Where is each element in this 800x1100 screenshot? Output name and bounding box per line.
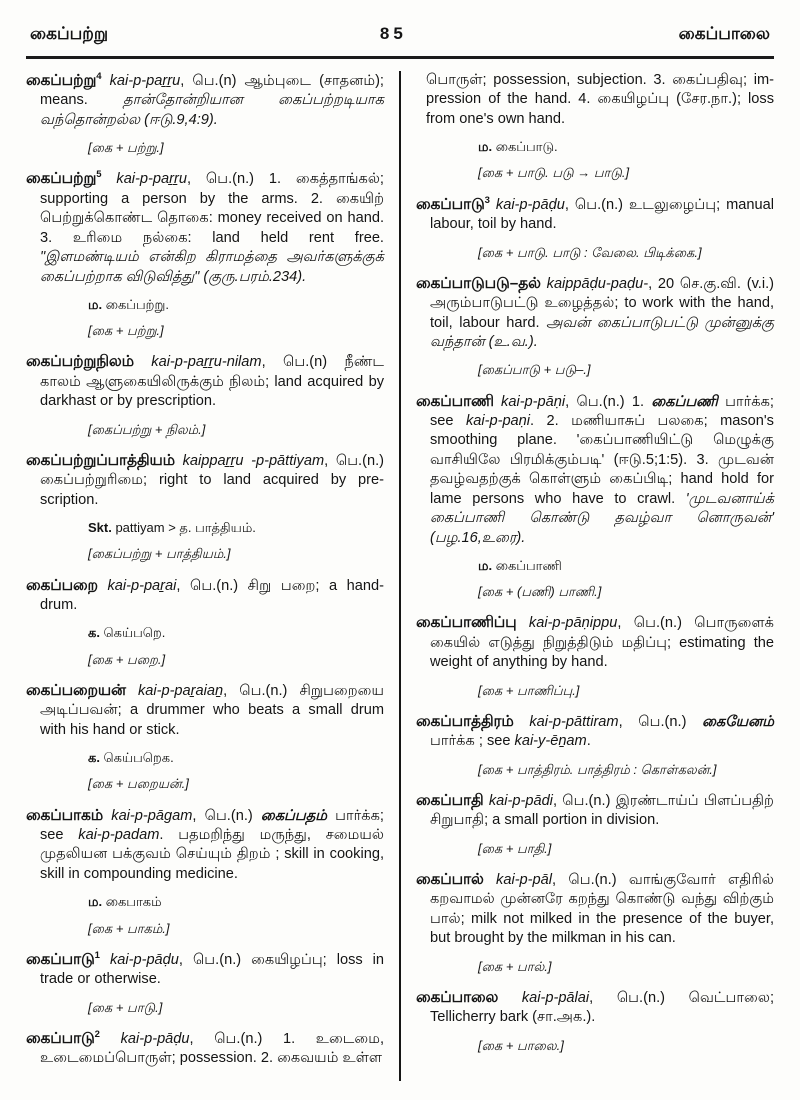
cognate-note: ம. கைப்பாடு.	[478, 139, 558, 155]
definition-text: கைப்பற்றுநிலம் kai-p-paṟṟu-nilam, பெ.(n) நீண்ட காலம் ஆளுகையிலிருக்கும் நிலம்; land acquired by darkhast or by prescription.	[26, 353, 384, 410]
definition-text: கைப்பாடு$^3$ kai-p-pāḍu, பெ.(n.) உடலுழைப்பு; manual labour, toil by hand.	[416, 194, 774, 233]
dictionary-entry	[416, 791, 774, 857]
cross-reference-headword: கையேனம்	[702, 713, 774, 730]
label: ம.	[478, 557, 493, 573]
definition-text: கைப்பறை kai-p-paṟai, பெ.(n.) சிறு பறை; a hand-drum.	[26, 576, 384, 613]
etymology: [கை + (பணி) பாணி.]	[478, 584, 602, 600]
transliteration-or-quote: kai-p-paṟṟu	[109, 73, 181, 89]
dictionary-entry	[416, 195, 774, 261]
transliteration-or-quote: kai-p-pālai	[521, 989, 590, 1006]
headword: கைப்பாடு	[416, 195, 485, 213]
etymology: [கை + பற்று.]	[88, 323, 164, 339]
headword: கைப்பாடு	[26, 1029, 95, 1047]
label: ம.	[88, 894, 103, 910]
label: Skt.	[88, 520, 112, 536]
cognate-note: ம. கைப்பாணி	[478, 557, 562, 573]
transliteration-or-quote: kai-p-pāṇi	[501, 393, 566, 410]
headword: கைப்பால்	[416, 871, 484, 888]
etymology: [கை + பாலை.]	[478, 1037, 564, 1053]
headword: கைப்பாணி	[416, 392, 494, 410]
transliteration-or-quote: அவன் கைப்பாடுபட்டு முன்னுக்கு வந்தான் (உ.வ.).	[430, 314, 774, 350]
homograph-number: 5	[96, 169, 102, 181]
homograph-number: 2	[94, 1028, 100, 1040]
dictionary-entry	[26, 806, 384, 937]
transliteration-or-quote: kai-p-padam	[78, 827, 160, 844]
transliteration-or-quote: 'முடவனாய்க் கைப்பாணி கொண்டு தவழ்வா னொருவன்' (பழ.16,உரை).	[430, 490, 774, 546]
definition-text: கைப்பறையன் kai-p-paṟaiaṉ, பெ.(n.) சிறுபறையை அடிப்பவன்; a drummer who beats a small drum with his hand or stick.	[26, 681, 384, 738]
definition-text: கைப்பாடு$^1$ kai-p-pāḍu, பெ.(n.) கையிழப்பு; loss in trade or otherwise.	[26, 949, 384, 988]
headword: கைப்பாதி	[416, 791, 484, 809]
etymology: [கை + பாடு. பாடு : வேலை. பிடிக்கை.]	[478, 244, 702, 260]
transliteration-or-quote: kai-p-pāḍu	[109, 951, 179, 968]
dictionary-entry	[26, 352, 384, 437]
transliteration-or-quote: kai-p-pāḍu	[120, 1030, 190, 1047]
transliteration-or-quote: kai-p-paṟṟu	[116, 171, 187, 188]
cross-reference-headword: கைப்பதம்	[260, 807, 328, 824]
transliteration-or-quote: kai-p-pāttiram	[529, 713, 619, 730]
definition-text: கைப்பால் kai-p-pāl, பெ.(n.) வாங்குவோர் எதிரில் கறவாமல் முன்னரே கறந்து கொண்டு வந்து விற்கும் பால்; milk not milked in the presence of the buyer, but brought by the milkman in his can.	[416, 871, 774, 947]
homograph-number: 1	[94, 949, 100, 961]
headword: கைப்பாகம்	[26, 806, 104, 824]
etymology: [கை + பற்று.]	[88, 140, 164, 156]
label: க.	[88, 750, 100, 766]
guideword-left: கைப்பற்று	[30, 24, 109, 43]
transliteration-or-quote: kai-p-pāṇippu	[528, 615, 618, 632]
cross-reference-headword: கைப்பணி	[651, 393, 718, 410]
transliteration-or-quote: kaippaṟṟu -p-pāttiyam	[182, 452, 325, 469]
etymology: [கைப்பாடு + படு–.]	[478, 362, 591, 378]
etymology: [கை + பறை.]	[88, 651, 166, 667]
headword: கைப்பற்றுநிலம்	[26, 353, 134, 371]
cognate-note: க. கெய்பறெக.	[88, 750, 174, 766]
dictionary-entry	[26, 950, 384, 1016]
dictionary-entry	[26, 169, 384, 339]
definition-text: கைப்பாடு$^2$ kai-p-pāḍu, பெ.(n.) 1. உடைமை, உடைமைப்பொருள்; possession. 2. கைவயம் உள்ள	[26, 1028, 385, 1067]
etymology: [கை + பாகம்.]	[88, 920, 170, 936]
dictionary-entry	[26, 1029, 384, 1069]
definition-continuation: பொருள்; possession, subjection. 3. கைப்பதிவு; im-pression of the hand. 4. கையிழப்பு (சேர.நா.); loss from one's own hand.	[426, 72, 774, 127]
transliteration-or-quote: kai-p-paṇi	[465, 413, 531, 430]
definition-text: கைப்பாடுபடு–தல் kaippāḍu-paḍu-, 20 செ.கு.வி. (v.i.) அரும்பாடுபட்டு உழைத்தல்; to work with the hand, toil, labour hard. அவன் கைப்பாடுபட்டு முன்னுக்கு வந்தான் (உ.வ.).	[416, 274, 774, 350]
right-column	[401, 71, 774, 1081]
cognate-note: Skt. pattiyam > த. பாத்தியம்.	[88, 520, 256, 536]
dictionary-entry	[416, 392, 774, 601]
definition-text: கைப்பற்று$^4$ kai-p-paṟṟu, பெ.(n) ஆம்புடை (சாதனம்); means. தான்தோன்றியான கைப்பற்றடியாக வந்தொன்றல்ல (ஈடு.9,4:9).	[26, 71, 384, 128]
transliteration-or-quote: kai-p-pāḍu	[495, 196, 565, 213]
label: ம.	[88, 296, 103, 312]
definition-text: கைப்பாதி kai-p-pādi, பெ.(n.) இரண்டாய்ப் பிளப்பதிற் சிறுபாதி; a small portion in division.	[416, 791, 774, 829]
definition-text: கைப்பாணி kai-p-pāṇi, பெ.(n.) 1. கைப்பணி பார்க்க; see kai-p-paṇi. 2. மணியாசுப் பலகை; mason's smoothing plane. 'கைப்பாணியிட்டு மெழுக்கு வாசியிலே பிரமிக்கும்படி' (ஈடு.5;1:5). 3. முடவன் தவழ்வதற்குக் கொள்ளும் கைப்பிடி; hand hold for lame persons who have to crawl. 'முடவனாய்க் கைப்பாணி கொண்டு தவழ்வா னொருவன்' (பழ.16,உரை).	[416, 392, 774, 546]
transliteration-or-quote: kai-p-pādi	[488, 792, 553, 809]
headword: கைப்பற்று	[26, 170, 97, 188]
dictionary-entry	[26, 576, 384, 668]
headword: கைப்பறையன்	[26, 681, 126, 699]
headword: கைப்பாத்திரம்	[416, 712, 514, 730]
headword: கைப்பாணிப்பு	[416, 614, 517, 632]
page-header	[26, 16, 774, 56]
page-number: 85	[379, 24, 407, 43]
homograph-number: 3	[484, 194, 490, 206]
transliteration-or-quote: kai-p-paṟai	[107, 577, 177, 594]
headword: கைப்பறை	[26, 576, 98, 594]
etymology: [கை + பாடு.]	[88, 999, 163, 1015]
dictionary-entry	[26, 451, 384, 563]
definition-text: கைப்பாணிப்பு kai-p-pāṇippu, பெ.(n.) பொருளைக் கையில் எடுத்து நிறுத்திடும் மதிப்பு; estimating the weight of anything by hand.	[416, 614, 774, 671]
transliteration-or-quote: kai-p-paṟṟu-nilam	[151, 354, 262, 371]
dictionary-entry	[416, 988, 774, 1054]
dictionary-entry	[416, 870, 774, 975]
dictionary-entry	[416, 712, 774, 778]
dictionary-entry	[26, 71, 384, 156]
etymology: [கை + பால்.]	[478, 958, 552, 974]
text-columns	[26, 59, 774, 1081]
transliteration-or-quote: kaippāḍu-paḍu-	[546, 275, 649, 292]
transliteration-or-quote: kai-y-ēṉam	[514, 733, 587, 750]
headword: கைப்பற்று	[26, 72, 97, 89]
headword: கைப்பாடுபடு–தல்	[416, 274, 541, 292]
homograph-number: 4	[96, 71, 102, 83]
definition-text: கைப்பாகம் kai-p-pāgam, பெ.(n.) கைப்பதம் பார்க்க; see kai-p-padam. பதமறிந்து மருந்து, சமையல் முதலியன பக்குவம் செய்யும் திறம் ; skill in cooking, skill in compounding medicine.	[26, 806, 384, 882]
transliteration-or-quote: தான்தோன்றியான கைப்பற்றடியாக வந்தொன்றல்ல (ஈடு.9,4:9).	[40, 92, 384, 128]
transliteration-or-quote: kai-p-pāgam	[111, 807, 193, 824]
guideword-right: கைப்பாலை	[678, 24, 770, 43]
cognate-note: ம. கைபாகம்	[88, 894, 162, 910]
dictionary-entry	[416, 613, 774, 698]
dictionary-entry	[416, 274, 774, 379]
etymology: [கைப்பற்று + நிலம்.]	[88, 421, 206, 437]
transliteration-or-quote: "இளமண்டியம் என்கிற கிராமத்தை அவர்களுக்குக் கைப்பற்றாக விடுவித்து" (குரு.பரம்.234).	[40, 249, 384, 285]
transliteration-or-quote: kai-p-paṟaiaṉ	[137, 682, 224, 699]
etymology: [கை + பாடு. படு → பாடு.]	[478, 165, 630, 181]
etymology: [கை + பாணிப்பு.]	[478, 682, 580, 698]
label: க.	[88, 625, 100, 641]
definition-text: கைப்பாத்திரம் kai-p-pāttiram, பெ.(n.) கையேனம் பார்க்க ; see kai-y-ēṉam.	[416, 712, 774, 750]
headword: கைப்பற்றுப்பாத்தியம்	[26, 451, 175, 469]
transliteration-or-quote: kai-p-pāl	[496, 872, 553, 888]
dictionary-entry	[416, 71, 774, 182]
definition-text: கைப்பற்றுப்பாத்தியம் kaippaṟṟu -p-pāttiyam, பெ.(n.) கைப்பற்றுரிமை; right to land acquired by pre-scription.	[26, 451, 385, 508]
etymology: [கைப்பற்று + பாத்தியம்.]	[88, 546, 231, 562]
definition-text: கைப்பாலை kai-p-pālai, பெ.(n.) வெட்பாலை; Tellicherry bark (சா.அக.).	[416, 988, 775, 1026]
definition-text: கைப்பற்று$^5$ kai-p-paṟṟu, பெ.(n.) 1. கைத்தாங்கல்; supporting a person by the arms. 2. கையிற் பெற்றுக்கொண்ட தொகை: money received on hand. 3. உரிமை நல்கை: land held rent free. "இளமண்டியம் என்கிற கிராமத்தை அவர்களுக்குக் கைப்பற்றாக விடுவித்து" (குரு.பரம்.234).	[26, 169, 384, 285]
dictionary-entry	[26, 681, 384, 793]
etymology: [கை + பாதி.]	[478, 840, 552, 856]
cognate-note: க. கெய்பறெ.	[88, 625, 166, 641]
etymology: [கை + பாத்திரம். பாத்திரம் : கொள்கலன்.]	[478, 761, 717, 777]
headword: கைப்பாலை	[416, 988, 499, 1006]
left-column	[26, 71, 399, 1081]
headword: கைப்பாடு	[26, 950, 95, 968]
cognate-note: ம. கைப்பற்று.	[88, 296, 169, 312]
label: ம.	[478, 139, 493, 155]
etymology: [கை + பறையன்.]	[88, 776, 189, 792]
